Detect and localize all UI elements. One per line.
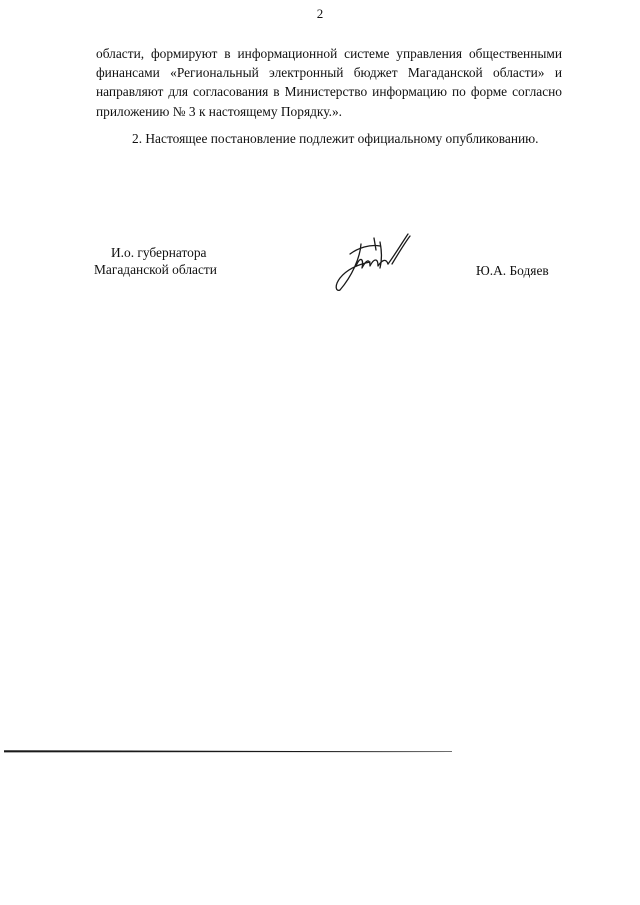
- signer-title-line-2: Магаданской области: [94, 262, 217, 277]
- paragraph-continuation: области, формируют в информационной системе управления общественными финансами «Региональный электронный бюджет Магаданской области» и направляют для согласования в Министерство информацию по форме согласно приложению № 3 к настоящему Порядку.».: [96, 46, 562, 119]
- page-number: 2: [316, 6, 324, 21]
- signer-title: [94, 244, 217, 278]
- signer-title-line-1: И.о. губернатора: [111, 245, 207, 260]
- signer-name: Ю.А. Бодяев: [476, 263, 549, 278]
- paragraph-publication: 2. Настоящее постановление подлежит официальному опубликованию.: [132, 130, 539, 146]
- bottom-rule: [4, 749, 452, 753]
- handwritten-signature: [330, 228, 420, 294]
- document-body: [96, 44, 562, 148]
